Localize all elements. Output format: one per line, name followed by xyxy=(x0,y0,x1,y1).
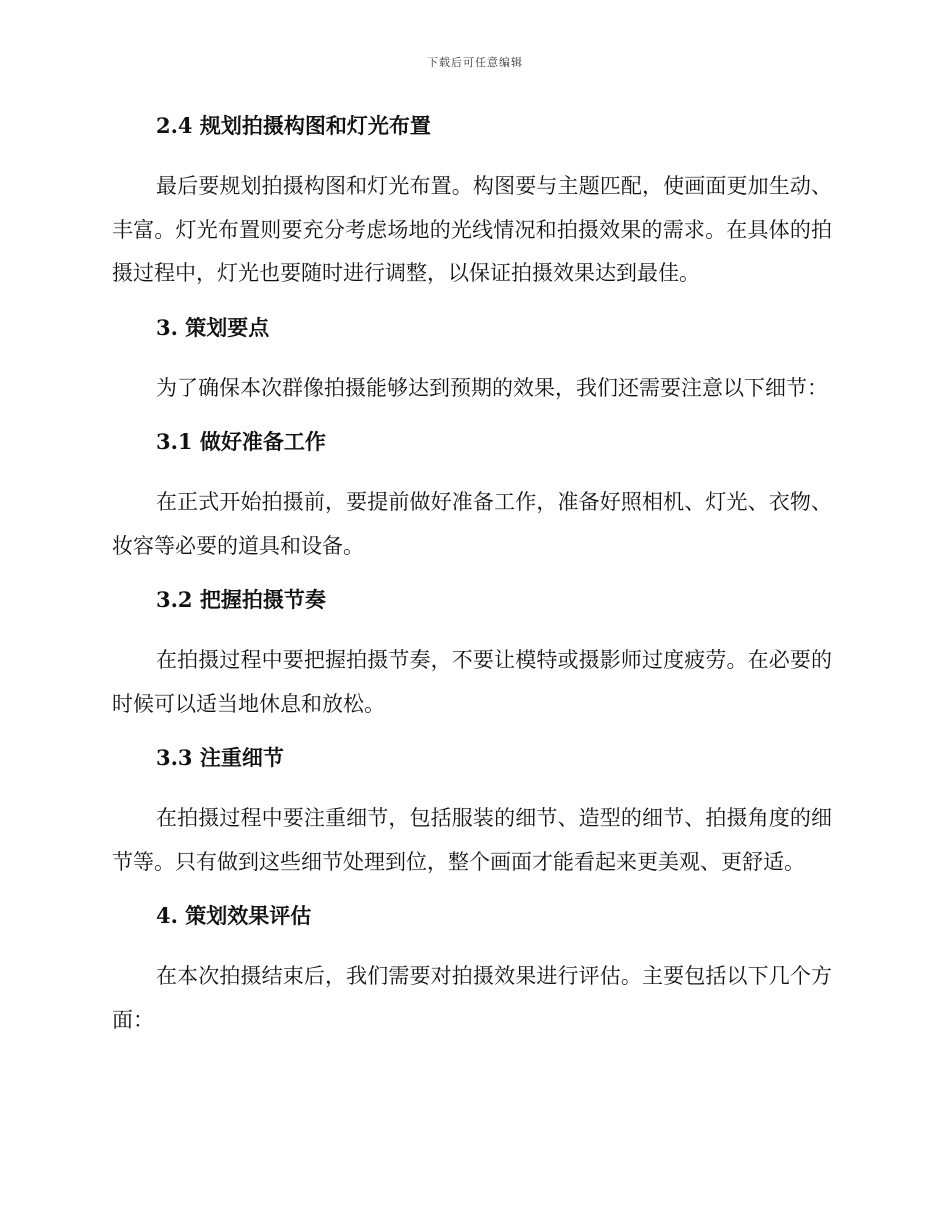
section-body-3-2: 在拍摄过程中要把握拍摄节奏，不要让模特或摄影师过度疲劳。在必要的时候可以适当地休息和放松。 xyxy=(112,648,832,716)
section-title-4: 4. 策划效果评估 xyxy=(156,903,312,928)
page-header: 下载后可任意编辑 xyxy=(427,56,523,69)
section-title-3-2: 3.2 把握拍摄节奏 xyxy=(156,587,326,612)
section-body-3-1: 在正式开始拍摄前，要提前做好准备工作，准备好照相机、灯光、衣物、妆容等必要的道具和设备。 xyxy=(112,490,832,558)
section-body-3: 为了确保本次群像拍摄能够达到预期的效果，我们还需要注意以下细节： xyxy=(156,375,828,400)
section-title-2-4: 2.4 规划拍摄构图和灯光布置 xyxy=(156,113,431,138)
section-body-4: 在本次拍摄结束后，我们需要对拍摄效果进行评估。主要包括以下几个方面： xyxy=(112,964,832,1032)
section-body-3-3: 在拍摄过程中要注重细节，包括服装的细节、造型的细节、拍摄角度的细节等。只有做到这些细节处理到位，整个画面才能看起来更美观、更舒适。 xyxy=(112,806,832,874)
section-title-3-3: 3.3 注重细节 xyxy=(156,745,284,770)
section-body-2-4: 最后要规划拍摄构图和灯光布置。构图要与主题匹配，使画面更加生动、丰富。灯光布置则要充分考虑场地的光线情况和拍摄效果的需求。在具体的拍摄过程中，灯光也要随时进行调整，以保证拍摄效果达到最佳。 xyxy=(112,174,832,285)
section-title-3-1: 3.1 做好准备工作 xyxy=(156,429,326,454)
section-title-3: 3. 策划要点 xyxy=(156,314,270,340)
document-body xyxy=(112,110,832,1042)
